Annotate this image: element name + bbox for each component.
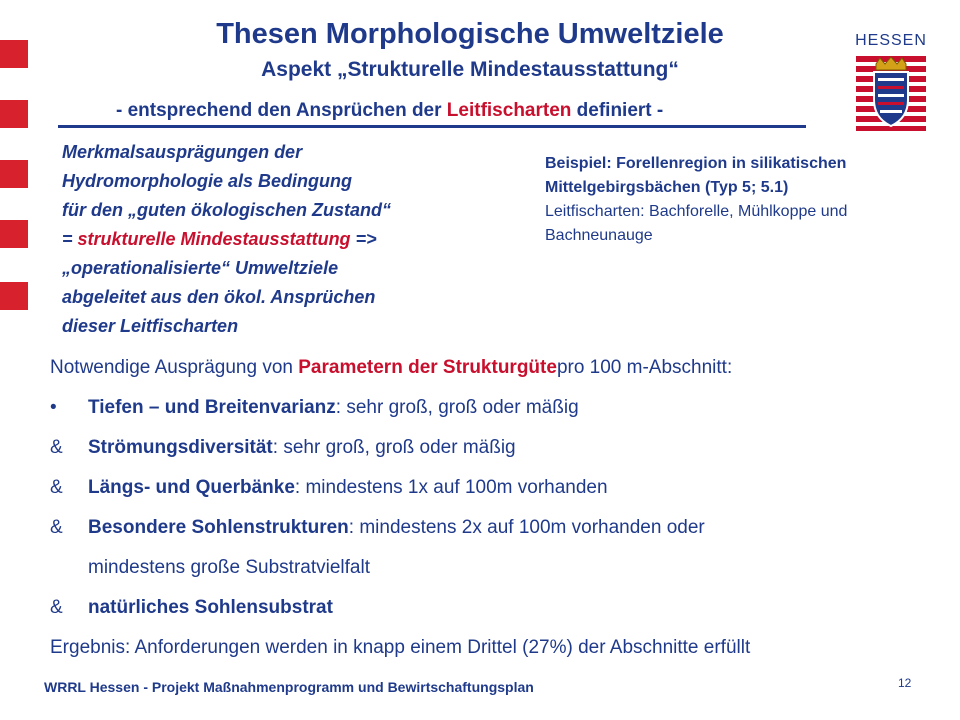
item-label: Tiefen – und Breitenvarianz [88,397,336,418]
slide-subtitle: Aspekt „Strukturelle Mindestausstattung“ [261,58,679,81]
intro-pre: Notwendige Ausprägung von [50,357,293,378]
example-line: Beispiel: Forellenregion in silikatischen [545,155,847,172]
left-line: Hydromorphologie als Bedingung [62,171,353,191]
item-label: natürliches Sohlensubstrat [88,597,333,618]
tagline-pre: - entsprechend den Ansprüchen der [116,100,447,121]
example-line: Mittelgebirgsbächen (Typ 5; 5.1) [545,179,789,196]
tagline-post: definiert - [571,100,664,121]
item-label: Besondere Sohlenstrukturen [88,517,349,538]
list-item [50,468,950,508]
example-line: Leitfischarten: Bachforelle, Mühlkoppe und [545,203,848,220]
list-item [50,508,950,548]
list-item [50,428,950,468]
intro-line [50,348,950,388]
example-line: Bachneunauge [545,227,653,244]
result-text: Ergebnis: Anforderungen werden in knapp einem Drittel (27%) der Abschnitte erfüllt [50,637,751,658]
ampersand-bullet-icon: & [50,477,63,498]
hessen-coat-of-arms-icon [848,56,934,132]
intro-post: pro 100 m-Abschnitt: [556,357,733,378]
parameter-list [50,348,950,668]
left-line: Merkmalsausprägungen der [62,142,303,162]
footer-text: WRRL Hessen - Projekt Maßnahmenprogramm und Bewirtschaftungsplan [44,679,534,695]
red-square-decor [0,100,28,128]
left-line-pre: = [62,229,78,249]
item-value: : sehr groß, groß oder mäßig [272,437,516,458]
red-square-decor [0,40,28,68]
ampersand-bullet-icon: & [50,517,63,538]
slide-title: Thesen Morphologische Umweltziele [216,18,724,50]
result-line [50,628,950,668]
tagline [116,100,663,122]
left-line-highlight: strukturelle Mindestausstattung [77,229,351,249]
bullet-icon: • [50,397,57,418]
red-square-decor [0,160,28,188]
left-line: „operationalisierte“ Umweltziele [62,258,339,278]
item-value: : mindestens 1x auf 100m vorhanden [294,477,608,498]
list-item [50,588,950,628]
item-value: : sehr groß, groß oder mäßig [335,397,579,418]
left-line-post: => [350,229,377,249]
left-line: für den „guten ökologischen Zustand“ [62,200,392,220]
intro-highlight: Parametern der Strukturgüte [298,357,557,378]
ampersand-bullet-icon: & [50,597,63,618]
left-line [62,225,522,254]
example-block [545,152,955,248]
list-item-continuation [50,548,950,588]
tagline-highlight: Leitfischarten [446,100,572,121]
list-item [50,388,950,428]
red-square-decor [0,220,28,248]
left-line: abgeleitet aus den ökol. Ansprüchen [62,287,376,307]
red-square-decor [0,282,28,310]
title-underline [58,125,806,128]
item-label: Strömungsdiversität [88,437,273,458]
logo-text: HESSEN [855,32,927,49]
hessen-logo [848,32,934,132]
item-value: : mindestens 2x auf 100m vorhanden oder [348,517,705,538]
continuation-text: mindestens große Substratvielfalt [88,557,370,578]
ampersand-bullet-icon: & [50,437,63,458]
left-line: dieser Leitfischarten [62,316,239,336]
item-label: Längs- und Querbänke [88,477,295,498]
left-text-block [62,138,522,341]
page-number: 12 [898,676,912,690]
